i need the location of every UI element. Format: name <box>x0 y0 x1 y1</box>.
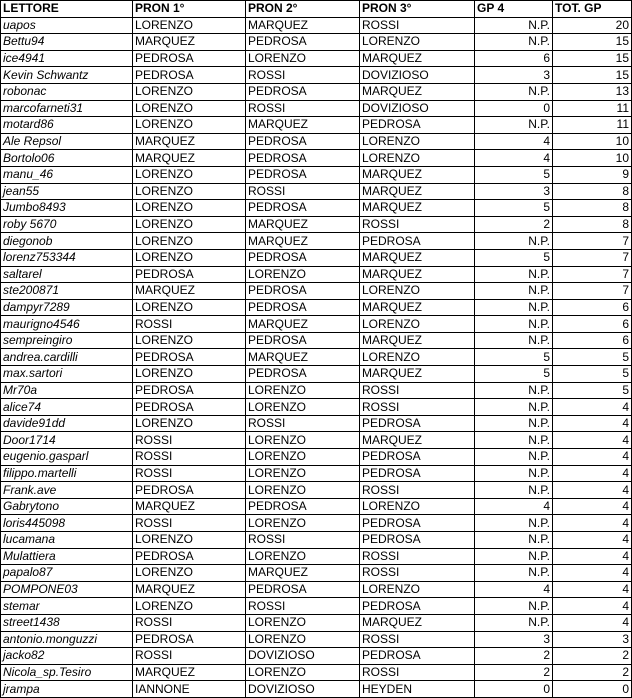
table-row <box>1 67 632 84</box>
pron-2-cell: PEDROSA <box>246 332 360 349</box>
tot-gp-cell: 6 <box>553 299 632 316</box>
pron-1-cell: ROSSI <box>133 614 246 631</box>
table-row <box>1 200 632 217</box>
gp-4-cell: N.P. <box>475 465 553 482</box>
tot-gp-cell: 15 <box>553 67 632 84</box>
reader-name-cell: uapos <box>1 17 133 34</box>
tot-gp-cell: 4 <box>553 449 632 466</box>
reader-name-cell: jrampa <box>1 681 133 698</box>
tot-gp-cell: 2 <box>553 664 632 681</box>
reader-name-cell: ice4941 <box>1 50 133 67</box>
gp-4-cell: N.P. <box>475 515 553 532</box>
header-gp-4: GP 4 <box>475 1 553 18</box>
reader-name-cell: Mr70a <box>1 382 133 399</box>
pron-2-cell: MARQUEZ <box>246 316 360 333</box>
tot-gp-cell: 5 <box>553 349 632 366</box>
table-row <box>1 17 632 34</box>
header-pron-2: PRON 2° <box>246 1 360 18</box>
gp-4-cell: 2 <box>475 216 553 233</box>
reader-name-cell: street1438 <box>1 614 133 631</box>
pron-1-cell: MARQUEZ <box>133 581 246 598</box>
pron-1-cell: PEDROSA <box>133 631 246 648</box>
table-row <box>1 166 632 183</box>
reader-name-cell: maurigno4546 <box>1 316 133 333</box>
pron-2-cell: PEDROSA <box>246 299 360 316</box>
table-row <box>1 532 632 549</box>
reader-name-cell: Jumbo8493 <box>1 200 133 217</box>
table-row <box>1 581 632 598</box>
table-row <box>1 133 632 150</box>
tot-gp-cell: 10 <box>553 150 632 167</box>
tot-gp-cell: 4 <box>553 548 632 565</box>
pron-2-cell: PEDROSA <box>246 200 360 217</box>
reader-name-cell: Door1714 <box>1 432 133 449</box>
gp-4-cell: N.P. <box>475 565 553 582</box>
pron-3-cell: PEDROSA <box>360 598 475 615</box>
pron-1-cell: LORENZO <box>133 216 246 233</box>
gp-4-cell: 6 <box>475 50 553 67</box>
tot-gp-cell: 4 <box>553 415 632 432</box>
gp-4-cell: N.P. <box>475 548 553 565</box>
pron-1-cell: MARQUEZ <box>133 150 246 167</box>
pron-1-cell: LORENZO <box>133 366 246 383</box>
gp-4-cell: N.P. <box>475 432 553 449</box>
reader-name-cell: POMPONE03 <box>1 581 133 598</box>
header-lettore: LETTORE <box>1 1 133 18</box>
pron-1-cell: IANNONE <box>133 681 246 698</box>
tot-gp-cell: 4 <box>553 598 632 615</box>
pron-3-cell: ROSSI <box>360 482 475 499</box>
table-row <box>1 415 632 432</box>
tot-gp-cell: 4 <box>553 399 632 416</box>
pron-2-cell: PEDROSA <box>246 581 360 598</box>
pron-2-cell: LORENZO <box>246 515 360 532</box>
gp-4-cell: 2 <box>475 648 553 665</box>
pron-3-cell: DOVIZIOSO <box>360 100 475 117</box>
pron-3-cell: MARQUEZ <box>360 614 475 631</box>
tot-gp-cell: 9 <box>553 166 632 183</box>
tot-gp-cell: 13 <box>553 83 632 100</box>
gp-4-cell: N.P. <box>475 399 553 416</box>
reader-name-cell: Nicola_sp.Tesiro <box>1 664 133 681</box>
pron-2-cell: ROSSI <box>246 598 360 615</box>
pron-1-cell: LORENZO <box>133 100 246 117</box>
table-row <box>1 515 632 532</box>
pron-3-cell: PEDROSA <box>360 515 475 532</box>
pron-2-cell: LORENZO <box>246 548 360 565</box>
gp-4-cell: 4 <box>475 150 553 167</box>
pron-3-cell: LORENZO <box>360 34 475 51</box>
pron-1-cell: LORENZO <box>133 532 246 549</box>
gp-4-cell: N.P. <box>475 415 553 432</box>
pron-2-cell: ROSSI <box>246 532 360 549</box>
tot-gp-cell: 6 <box>553 316 632 333</box>
pron-1-cell: LORENZO <box>133 17 246 34</box>
header-pron-3: PRON 3° <box>360 1 475 18</box>
tot-gp-cell: 2 <box>553 648 632 665</box>
table-row <box>1 316 632 333</box>
pron-1-cell: PEDROSA <box>133 349 246 366</box>
gp-4-cell: N.P. <box>475 382 553 399</box>
gp-4-cell: 5 <box>475 200 553 217</box>
pron-1-cell: LORENZO <box>133 415 246 432</box>
pron-3-cell: ROSSI <box>360 548 475 565</box>
header-tot-gp: TOT. GP <box>553 1 632 18</box>
gp-4-cell: 4 <box>475 498 553 515</box>
tot-gp-cell: 7 <box>553 249 632 266</box>
tot-gp-cell: 15 <box>553 50 632 67</box>
gp-4-cell: N.P. <box>475 266 553 283</box>
pron-2-cell: LORENZO <box>246 382 360 399</box>
table-row <box>1 664 632 681</box>
pron-1-cell: ROSSI <box>133 449 246 466</box>
table-row <box>1 366 632 383</box>
gp-4-cell: 3 <box>475 183 553 200</box>
gp-4-cell: N.P. <box>475 17 553 34</box>
pron-2-cell: ROSSI <box>246 100 360 117</box>
pron-3-cell: MARQUEZ <box>360 183 475 200</box>
tot-gp-cell: 4 <box>553 432 632 449</box>
pron-2-cell: MARQUEZ <box>246 565 360 582</box>
table-row <box>1 249 632 266</box>
pron-2-cell: MARQUEZ <box>246 233 360 250</box>
reader-name-cell: antonio.monguzzi <box>1 631 133 648</box>
tot-gp-cell: 8 <box>553 216 632 233</box>
pron-3-cell: ROSSI <box>360 382 475 399</box>
reader-name-cell: Ale Repsol <box>1 133 133 150</box>
reader-name-cell: eugenio.gasparl <box>1 449 133 466</box>
gp-4-cell: N.P. <box>475 233 553 250</box>
gp-4-cell: N.P. <box>475 532 553 549</box>
table-row <box>1 449 632 466</box>
tot-gp-cell: 5 <box>553 382 632 399</box>
pron-1-cell: PEDROSA <box>133 399 246 416</box>
gp-4-cell: N.P. <box>475 449 553 466</box>
pron-2-cell: MARQUEZ <box>246 216 360 233</box>
pron-1-cell: MARQUEZ <box>133 133 246 150</box>
table-row <box>1 399 632 416</box>
pron-3-cell: ROSSI <box>360 216 475 233</box>
tot-gp-cell: 5 <box>553 366 632 383</box>
pron-1-cell: LORENZO <box>133 200 246 217</box>
reader-name-cell: Bettu94 <box>1 34 133 51</box>
pron-3-cell: MARQUEZ <box>360 249 475 266</box>
table-row <box>1 382 632 399</box>
reader-name-cell: dampyr7289 <box>1 299 133 316</box>
pron-3-cell: MARQUEZ <box>360 299 475 316</box>
pron-1-cell: LORENZO <box>133 166 246 183</box>
pron-2-cell: LORENZO <box>246 449 360 466</box>
pron-1-cell: PEDROSA <box>133 482 246 499</box>
pron-3-cell: PEDROSA <box>360 465 475 482</box>
pron-1-cell: LORENZO <box>133 249 246 266</box>
pron-3-cell: PEDROSA <box>360 449 475 466</box>
pron-1-cell: LORENZO <box>133 117 246 134</box>
table-row <box>1 681 632 698</box>
gp-4-cell: N.P. <box>475 117 553 134</box>
pron-2-cell: PEDROSA <box>246 166 360 183</box>
pron-2-cell: DOVIZIOSO <box>246 681 360 698</box>
pron-1-cell: LORENZO <box>133 299 246 316</box>
gp-4-cell: N.P. <box>475 83 553 100</box>
gp-4-cell: N.P. <box>475 283 553 300</box>
pron-2-cell: PEDROSA <box>246 150 360 167</box>
table-row <box>1 117 632 134</box>
pron-3-cell: LORENZO <box>360 133 475 150</box>
tot-gp-cell: 4 <box>553 498 632 515</box>
gp-4-cell: 5 <box>475 366 553 383</box>
gp-4-cell: N.P. <box>475 299 553 316</box>
table-row <box>1 565 632 582</box>
tot-gp-cell: 11 <box>553 117 632 134</box>
pron-3-cell: PEDROSA <box>360 233 475 250</box>
pron-3-cell: PEDROSA <box>360 532 475 549</box>
table-row <box>1 283 632 300</box>
table-row <box>1 100 632 117</box>
gp-4-cell: N.P. <box>475 482 553 499</box>
pron-3-cell: LORENZO <box>360 349 475 366</box>
pron-1-cell: PEDROSA <box>133 548 246 565</box>
pron-3-cell: LORENZO <box>360 150 475 167</box>
table-row <box>1 498 632 515</box>
pron-2-cell: PEDROSA <box>246 283 360 300</box>
pron-2-cell: PEDROSA <box>246 83 360 100</box>
tot-gp-cell: 15 <box>553 34 632 51</box>
gp-4-cell: N.P. <box>475 598 553 615</box>
reader-name-cell: Mulattiera <box>1 548 133 565</box>
pron-2-cell: ROSSI <box>246 415 360 432</box>
pron-1-cell: MARQUEZ <box>133 34 246 51</box>
pron-2-cell: LORENZO <box>246 50 360 67</box>
tot-gp-cell: 7 <box>553 233 632 250</box>
gp-4-cell: N.P. <box>475 332 553 349</box>
pron-2-cell: LORENZO <box>246 399 360 416</box>
tot-gp-cell: 7 <box>553 266 632 283</box>
reader-name-cell: lucamana <box>1 532 133 549</box>
pron-1-cell: LORENZO <box>133 332 246 349</box>
gp-4-cell: 3 <box>475 67 553 84</box>
pron-1-cell: ROSSI <box>133 316 246 333</box>
reader-name-cell: filippo.martelli <box>1 465 133 482</box>
tot-gp-cell: 4 <box>553 515 632 532</box>
reader-name-cell: jean55 <box>1 183 133 200</box>
pron-3-cell: ROSSI <box>360 17 475 34</box>
tot-gp-cell: 3 <box>553 631 632 648</box>
pron-3-cell: MARQUEZ <box>360 366 475 383</box>
table-row <box>1 614 632 631</box>
tot-gp-cell: 20 <box>553 17 632 34</box>
pron-1-cell: LORENZO <box>133 183 246 200</box>
table-row <box>1 349 632 366</box>
pron-3-cell: MARQUEZ <box>360 83 475 100</box>
pron-2-cell: LORENZO <box>246 482 360 499</box>
pron-1-cell: LORENZO <box>133 598 246 615</box>
pron-3-cell: LORENZO <box>360 498 475 515</box>
table-row <box>1 233 632 250</box>
pron-2-cell: LORENZO <box>246 465 360 482</box>
pron-1-cell: LORENZO <box>133 83 246 100</box>
tot-gp-cell: 4 <box>553 581 632 598</box>
pron-3-cell: MARQUEZ <box>360 432 475 449</box>
table-row <box>1 332 632 349</box>
pron-1-cell: ROSSI <box>133 432 246 449</box>
pron-1-cell: MARQUEZ <box>133 283 246 300</box>
gp-4-cell: 5 <box>475 249 553 266</box>
reader-name-cell: andrea.cardilli <box>1 349 133 366</box>
table-row <box>1 432 632 449</box>
gp-4-cell: 0 <box>475 681 553 698</box>
reader-name-cell: robonac <box>1 83 133 100</box>
pron-3-cell: MARQUEZ <box>360 332 475 349</box>
reader-name-cell: saltarel <box>1 266 133 283</box>
reader-name-cell: Bortolo06 <box>1 150 133 167</box>
tot-gp-cell: 4 <box>553 614 632 631</box>
pron-1-cell: PEDROSA <box>133 382 246 399</box>
gp-4-cell: 4 <box>475 133 553 150</box>
pron-1-cell: ROSSI <box>133 465 246 482</box>
pron-3-cell: PEDROSA <box>360 415 475 432</box>
pron-3-cell: DOVIZIOSO <box>360 67 475 84</box>
table-row <box>1 631 632 648</box>
reader-name-cell: papalo87 <box>1 565 133 582</box>
pron-1-cell: PEDROSA <box>133 50 246 67</box>
pron-3-cell: PEDROSA <box>360 648 475 665</box>
tot-gp-cell: 8 <box>553 183 632 200</box>
tot-gp-cell: 4 <box>553 482 632 499</box>
pron-3-cell: PEDROSA <box>360 117 475 134</box>
header-row <box>1 1 632 18</box>
pron-3-cell: ROSSI <box>360 565 475 582</box>
pron-1-cell: LORENZO <box>133 565 246 582</box>
reader-name-cell: lorenz753344 <box>1 249 133 266</box>
gp-4-cell: 2 <box>475 664 553 681</box>
pron-2-cell: MARQUEZ <box>246 349 360 366</box>
tot-gp-cell: 10 <box>553 133 632 150</box>
reader-name-cell: Frank.ave <box>1 482 133 499</box>
tot-gp-cell: 0 <box>553 681 632 698</box>
pron-2-cell: LORENZO <box>246 432 360 449</box>
reader-name-cell: motard86 <box>1 117 133 134</box>
pron-1-cell: ROSSI <box>133 648 246 665</box>
reader-name-cell: Kevin Schwantz <box>1 67 133 84</box>
gp-4-cell: 3 <box>475 631 553 648</box>
reader-name-cell: diegonob <box>1 233 133 250</box>
reader-name-cell: loris445098 <box>1 515 133 532</box>
pron-3-cell: HEYDEN <box>360 681 475 698</box>
reader-name-cell: alice74 <box>1 399 133 416</box>
pron-2-cell: LORENZO <box>246 614 360 631</box>
tot-gp-cell: 8 <box>553 200 632 217</box>
gp-4-cell: N.P. <box>475 316 553 333</box>
reader-name-cell: manu_46 <box>1 166 133 183</box>
reader-name-cell: sempreingiro <box>1 332 133 349</box>
gp-4-cell: 5 <box>475 166 553 183</box>
tot-gp-cell: 4 <box>553 565 632 582</box>
pron-3-cell: MARQUEZ <box>360 266 475 283</box>
pron-2-cell: PEDROSA <box>246 34 360 51</box>
gp-4-cell: 4 <box>475 581 553 598</box>
tot-gp-cell: 11 <box>553 100 632 117</box>
pron-2-cell: MARQUEZ <box>246 17 360 34</box>
tot-gp-cell: 4 <box>553 465 632 482</box>
pron-3-cell: ROSSI <box>360 631 475 648</box>
table-row <box>1 482 632 499</box>
table-row <box>1 299 632 316</box>
gp-4-cell: 5 <box>475 349 553 366</box>
pron-2-cell: PEDROSA <box>246 498 360 515</box>
reader-name-cell: stemar <box>1 598 133 615</box>
pron-1-cell: ROSSI <box>133 515 246 532</box>
reader-name-cell: jacko82 <box>1 648 133 665</box>
table-row <box>1 266 632 283</box>
pron-1-cell: PEDROSA <box>133 266 246 283</box>
pron-2-cell: DOVIZIOSO <box>246 648 360 665</box>
pron-2-cell: ROSSI <box>246 67 360 84</box>
reader-name-cell: roby 5670 <box>1 216 133 233</box>
pron-1-cell: MARQUEZ <box>133 664 246 681</box>
pron-3-cell: MARQUEZ <box>360 50 475 67</box>
table-row <box>1 465 632 482</box>
tot-gp-cell: 4 <box>553 532 632 549</box>
pron-2-cell: MARQUEZ <box>246 117 360 134</box>
table-row <box>1 598 632 615</box>
pron-3-cell: MARQUEZ <box>360 166 475 183</box>
pron-3-cell: MARQUEZ <box>360 200 475 217</box>
reader-name-cell: Gabrytono <box>1 498 133 515</box>
table-row <box>1 648 632 665</box>
table-row <box>1 34 632 51</box>
reader-name-cell: marcofarneti31 <box>1 100 133 117</box>
pron-2-cell: LORENZO <box>246 631 360 648</box>
table-body <box>1 17 632 697</box>
pron-3-cell: LORENZO <box>360 316 475 333</box>
reader-name-cell: davide91dd <box>1 415 133 432</box>
gp-4-cell: N.P. <box>475 614 553 631</box>
table-row <box>1 183 632 200</box>
pron-3-cell: LORENZO <box>360 283 475 300</box>
pron-2-cell: PEDROSA <box>246 366 360 383</box>
table-row <box>1 50 632 67</box>
pron-1-cell: PEDROSA <box>133 67 246 84</box>
pron-2-cell: ROSSI <box>246 183 360 200</box>
pron-2-cell: LORENZO <box>246 266 360 283</box>
header-pron-1: PRON 1° <box>133 1 246 18</box>
gp-4-cell: N.P. <box>475 34 553 51</box>
tot-gp-cell: 7 <box>553 283 632 300</box>
pron-2-cell: LORENZO <box>246 664 360 681</box>
pron-2-cell: PEDROSA <box>246 249 360 266</box>
reader-name-cell: max.sartori <box>1 366 133 383</box>
pron-3-cell: ROSSI <box>360 664 475 681</box>
table-row <box>1 150 632 167</box>
pron-1-cell: MARQUEZ <box>133 498 246 515</box>
pron-3-cell: ROSSI <box>360 399 475 416</box>
gp-4-cell: 0 <box>475 100 553 117</box>
tot-gp-cell: 6 <box>553 332 632 349</box>
pron-1-cell: LORENZO <box>133 233 246 250</box>
pron-3-cell: LORENZO <box>360 581 475 598</box>
pron-2-cell: PEDROSA <box>246 133 360 150</box>
table-row <box>1 83 632 100</box>
reader-name-cell: ste200871 <box>1 283 133 300</box>
table-row <box>1 548 632 565</box>
table-row <box>1 216 632 233</box>
